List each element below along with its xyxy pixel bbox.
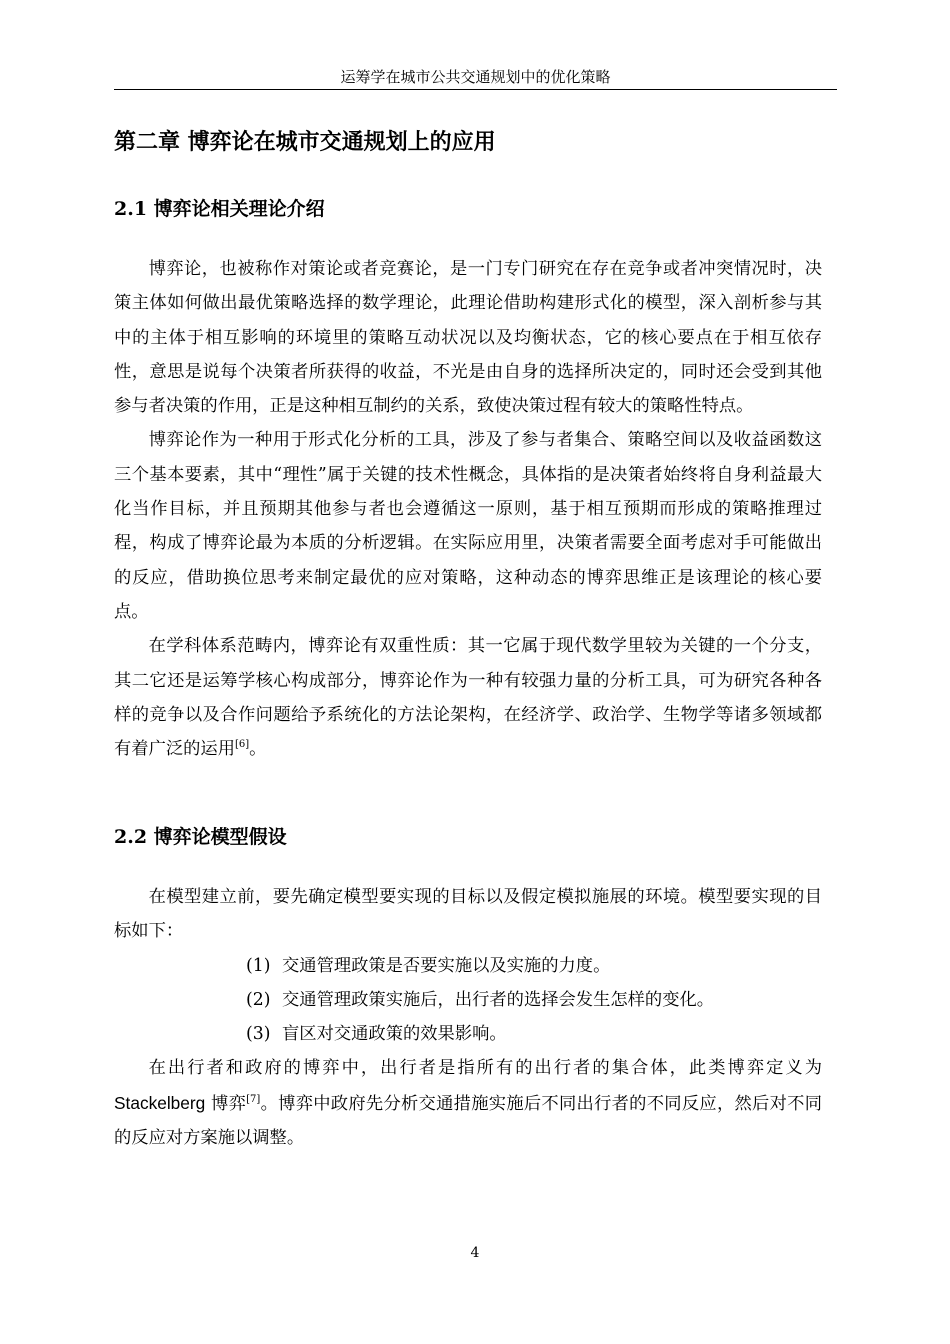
- paragraph-text: 博弈: [205, 1093, 247, 1114]
- list-item: [114, 949, 822, 983]
- list-text: 交通管理政策是否要实施以及实施的力度。: [282, 955, 611, 976]
- chapter-title: 第二章 博弈论在城市交通规划上的应用: [114, 129, 496, 155]
- paragraph: 在模型建立前，要先确定模型要实现的目标以及假定模拟施展的环境。模型要实现的目标如下：: [114, 887, 822, 942]
- page-number: 4: [470, 1245, 480, 1261]
- term-stackelberg: Stackelberg: [114, 1092, 206, 1113]
- paragraph-end: 。: [249, 739, 267, 760]
- list-number: (1): [246, 955, 271, 976]
- paragraph: 博弈论作为一种用于形式化分析的工具，涉及了参与者集合、策略空间以及收益函数这三个基本要素，其中“理性”属于关键的技术性概念，具体指的是决策者始终将自身利益最大化当作目标，并且预期其他参与者也会遵循这一原则，基于相互预期而形成的策略推理过程，构成了博弈论最为本质的分析逻辑。在实际应用里，决策者需要全面考虑对手可能做出的反应，借助换位思考来制定最优的应对策略，这种动态的博弈思维正是该理论的核心要点。: [114, 430, 822, 622]
- paragraph-text: 在学科体系范畴内，博弈论有双重性质：其一它属于现代数学里较为关键的一个分支，其二它还是运筹学核心构成部分，博弈论作为一种有较强力量的分析工具，可为研究各种各样的竞争以及合作问题给予系统化的方法论架构，在经济学、政治学、生物学等诸多领域都有着广泛的运用: [114, 636, 822, 760]
- list-number: (3): [246, 1024, 271, 1045]
- header-rule: [114, 89, 837, 90]
- section-2-1-body: [114, 252, 822, 766]
- section-title-2-2: 2.2 博弈论模型假设: [114, 826, 287, 848]
- list-item: [114, 983, 822, 1017]
- section-2-2-body: [114, 880, 822, 1155]
- list-number: (2): [246, 989, 271, 1010]
- paragraph: 博弈论，也被称作对策论或者竞赛论，是一门专门研究在存在竞争或者冲突情况时，决策主体如何做出最优策略选择的数学理论，此理论借助构建形式化的模型，深入剖析参与其中的主体于相互影响的环境里的策略互动状况以及均衡状态，它的核心要点在于相互依存性，意思是说每个决策者所获得的收益，不光是由自身的选择所决定的，同时还会受到其他参与者决策的作用，正是这种相互制约的关系，致使决策过程有较大的策略性特点。: [114, 259, 822, 417]
- citation-ref: [6]: [234, 739, 250, 751]
- paragraph-text: 在出行者和政府的博弈中，出行者是指所有的出行者的集合体，此类博弈定义为: [148, 1058, 822, 1079]
- section-title-2-1: 2.1 博弈论相关理论介绍: [114, 198, 325, 220]
- paragraph-text: 。博弈中政府先分析交通措施实施后不同出行者的不同反应，然后对不同的反应对方案施以调整。: [114, 1093, 822, 1149]
- list-item: [114, 1017, 822, 1051]
- list-text: 交通管理政策实施后，出行者的选择会发生怎样的变化。: [282, 989, 715, 1010]
- paragraph: [114, 629, 822, 766]
- citation-ref: [7]: [246, 1094, 261, 1106]
- running-header: 运筹学在城市公共交通规划中的优化策略: [340, 68, 611, 86]
- list-text: 盲区对交通政策的效果影响。: [282, 1024, 507, 1045]
- paragraph: [114, 1051, 822, 1155]
